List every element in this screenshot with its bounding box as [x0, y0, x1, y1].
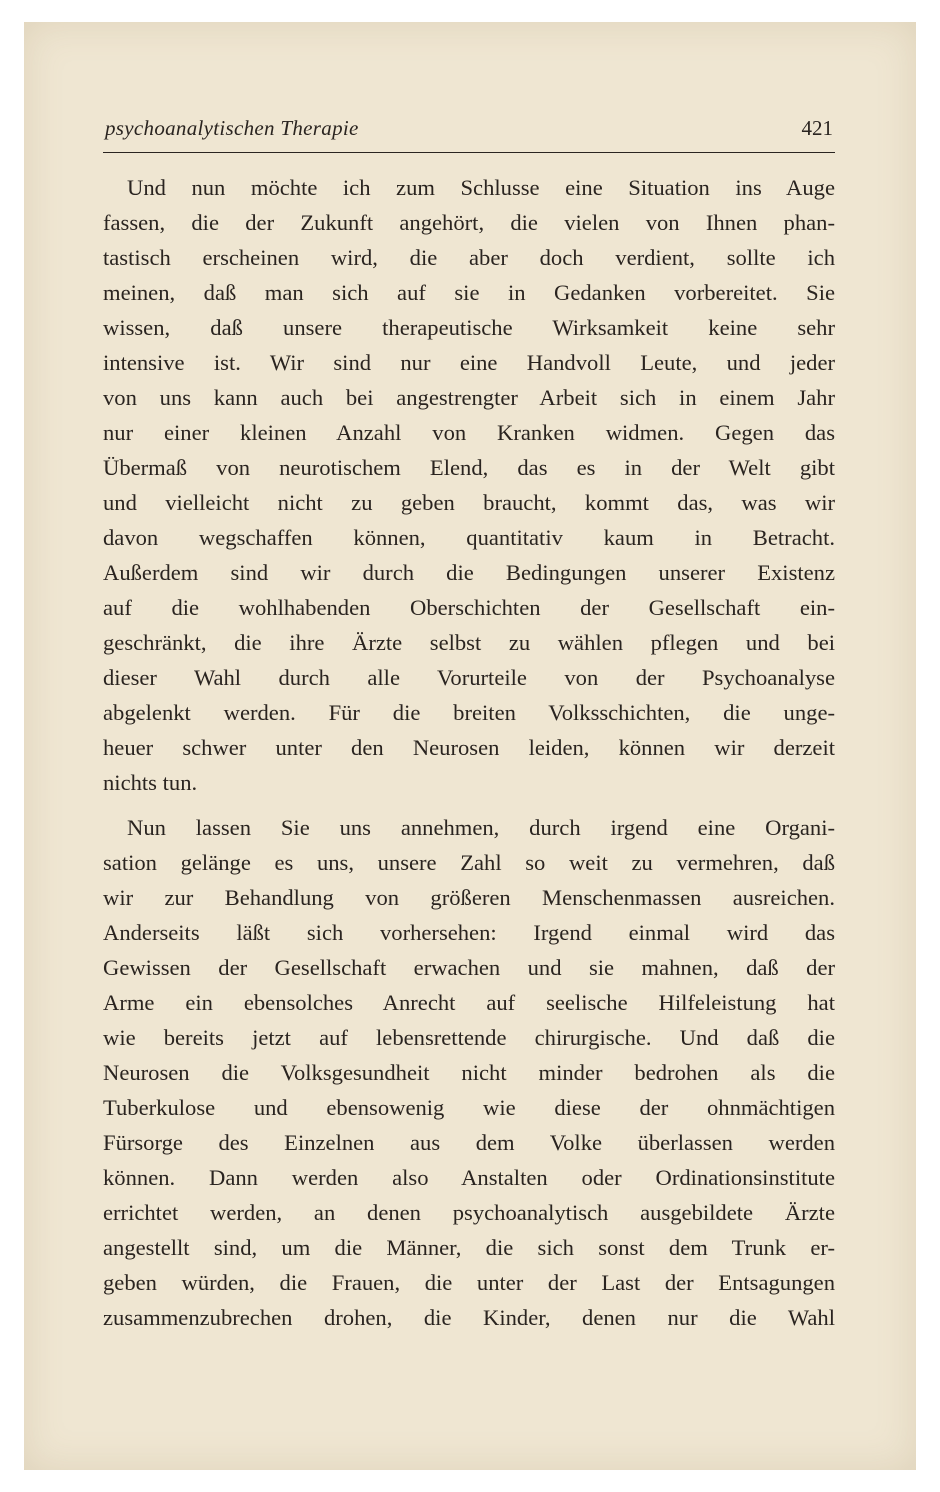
text-line: heuer schwer unter den Neurosen leiden, können wir derzeit	[103, 735, 835, 760]
text-line: wissen, daß unsere therapeutische Wirksamkeit keine sehr	[103, 315, 835, 340]
text-line: abgelenkt werden. Für die breiten Volksschichten, die unge-	[103, 700, 835, 725]
text-line: intensive ist. Wir sind nur eine Handvoll Leute, und jeder	[103, 350, 835, 375]
text-line: geschränkt, die ihre Ärzte selbst zu wählen pflegen und bei	[103, 630, 835, 655]
text-line: Nun lassen Sie uns annehmen, durch irgend eine Organi-	[127, 815, 835, 840]
text-line: Neurosen die Volksgesundheit nicht minder bedrohen als die	[103, 1060, 835, 1085]
paragraph-gap	[103, 800, 835, 810]
paragraph-2	[103, 810, 835, 1335]
text-line: sation gelänge es uns, unsere Zahl so weit zu vermehren, daß	[103, 850, 835, 875]
text-line: errichtet werden, an denen psychoanalytisch ausgebildete Ärzte	[103, 1200, 835, 1225]
text-line: wie bereits jetzt auf lebensrettende chirurgische. Und daß die	[103, 1025, 835, 1050]
text-line: Gewissen der Gesellschaft erwachen und sie mahnen, daß der	[103, 955, 835, 980]
text-line: Fürsorge des Einzelnen aus dem Volke überlassen werden	[103, 1130, 835, 1155]
text-line: wir zur Behandlung von größeren Menschenmassen ausreichen.	[103, 885, 835, 910]
paragraph-1	[103, 170, 835, 800]
running-head: psychoanalytischen Therapie	[105, 116, 359, 140]
text-line: Außerdem sind wir durch die Bedingungen unserer Existenz	[103, 560, 835, 585]
text-line: tastisch erscheinen wird, die aber doch verdient, sollte ich	[103, 245, 835, 270]
text-line: Tuberkulose und ebensowenig wie diese der ohnmächtigen	[103, 1095, 835, 1120]
text-line: angestellt sind, um die Männer, die sich sonst dem Trunk er-	[103, 1235, 835, 1260]
text-line: Und nun möchte ich zum Schlusse eine Situation ins Auge	[127, 175, 835, 200]
text-line: zusammenzubrechen drohen, die Kinder, denen nur die Wahl	[103, 1305, 835, 1330]
text-line: davon wegschaffen können, quantitativ kaum in Betracht.	[103, 525, 835, 550]
text-line: meinen, daß man sich auf sie in Gedanken vorbereitet. Sie	[103, 280, 835, 305]
text-line: geben würden, die Frauen, die unter der Last der Entsagungen	[103, 1270, 835, 1295]
text-line: auf die wohlhabenden Oberschichten der Gesellschaft ein-	[103, 595, 835, 620]
page-header	[103, 114, 835, 153]
text-line: von uns kann auch bei angestrengter Arbeit sich in einem Jahr	[103, 385, 835, 410]
text-line: Arme ein ebensolches Anrecht auf seelische Hilfeleistung hat	[103, 990, 835, 1015]
book-page	[24, 22, 916, 1470]
text-line: nur einer kleinen Anzahl von Kranken widmen. Gegen das	[103, 420, 835, 445]
body-text	[103, 170, 835, 1335]
text-line: dieser Wahl durch alle Vorurteile von der Psychoanalyse	[103, 665, 835, 690]
text-line: Übermaß von neurotischem Elend, das es in der Welt gibt	[103, 455, 835, 480]
text-line: und vielleicht nicht zu geben braucht, kommt das, was wir	[103, 490, 835, 515]
text-line: nichts tun.	[103, 770, 198, 795]
text-line: können. Dann werden also Anstalten oder Ordinationsinstitute	[103, 1165, 835, 1190]
text-line: Anderseits läßt sich vorhersehen: Irgend einmal wird das	[103, 920, 835, 945]
page-number: 421	[801, 116, 833, 140]
text-line: fassen, die der Zukunft angehört, die vielen von Ihnen phan-	[103, 210, 835, 235]
